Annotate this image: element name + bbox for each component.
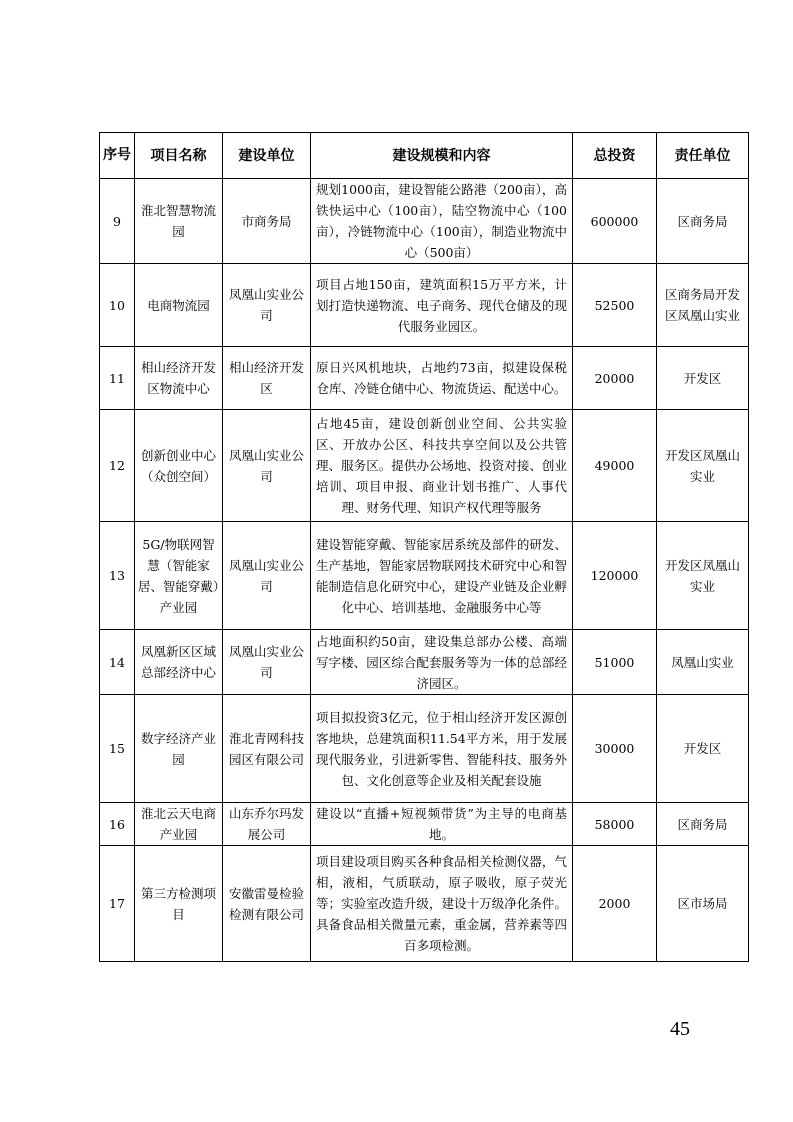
cell-serial-number: 15 bbox=[100, 695, 135, 803]
cell-construction-unit: 相山经济开发区 bbox=[223, 347, 311, 410]
table-row bbox=[100, 264, 749, 347]
cell-serial-number: 14 bbox=[100, 630, 135, 695]
header-serial-number: 序号 bbox=[100, 133, 135, 179]
table-header-row bbox=[100, 133, 749, 179]
cell-responsible-unit: 开发区 bbox=[657, 695, 749, 803]
cell-responsible-unit: 区商务局开发区凤凰山实业 bbox=[657, 264, 749, 347]
table-row bbox=[100, 522, 749, 630]
cell-construction-unit: 淮北青网科技园区有限公司 bbox=[223, 695, 311, 803]
cell-construction-unit: 市商务局 bbox=[223, 179, 311, 264]
cell-serial-number: 11 bbox=[100, 347, 135, 410]
header-total-investment: 总投资 bbox=[573, 133, 657, 179]
project-table bbox=[99, 132, 749, 962]
cell-responsible-unit: 开发区 bbox=[657, 347, 749, 410]
cell-project-name: 数字经济产业园 bbox=[135, 695, 223, 803]
cell-total-investment: 49000 bbox=[573, 410, 657, 522]
cell-project-name: 创新创业中心（众创空间） bbox=[135, 410, 223, 522]
cell-scale-content: 占地面积约50亩，建设集总部办公楼、高端写字楼、园区综合配套服务等为一体的总部经济园区。 bbox=[311, 630, 573, 695]
cell-total-investment: 2000 bbox=[573, 846, 657, 962]
cell-responsible-unit: 开发区凤凰山实业 bbox=[657, 410, 749, 522]
cell-serial-number: 17 bbox=[100, 846, 135, 962]
page-number: 45 bbox=[670, 1018, 690, 1040]
cell-serial-number: 10 bbox=[100, 264, 135, 347]
cell-total-investment: 58000 bbox=[573, 803, 657, 846]
header-construction-unit: 建设单位 bbox=[223, 133, 311, 179]
cell-scale-content: 项目建设项目购买各种食品相关检测仪器，气相，液相，气质联动，原子吸收，原子荧光等；实验室改造升级，建设十万级净化条件。具备食品相关微量元素，重金属，营养素等四百多项检测。 bbox=[311, 846, 573, 962]
cell-project-name: 淮北云天电商产业园 bbox=[135, 803, 223, 846]
cell-total-investment: 600000 bbox=[573, 179, 657, 264]
table-row bbox=[100, 347, 749, 410]
cell-responsible-unit: 凤凰山实业 bbox=[657, 630, 749, 695]
cell-scale-content: 建设智能穿戴、智能家居系统及部件的研发、生产基地，智能家居物联网技术研究中心和智能制造信息化研究中心，建设产业链及企业孵化中心、培训基地、金融服务中心等 bbox=[311, 522, 573, 630]
table-row bbox=[100, 803, 749, 846]
cell-serial-number: 9 bbox=[100, 179, 135, 264]
cell-total-investment: 52500 bbox=[573, 264, 657, 347]
cell-total-investment: 30000 bbox=[573, 695, 657, 803]
cell-construction-unit: 凤凰山实业公司 bbox=[223, 522, 311, 630]
cell-project-name: 凤凰新区区域总部经济中心 bbox=[135, 630, 223, 695]
cell-responsible-unit: 区商务局 bbox=[657, 179, 749, 264]
cell-scale-content: 规划1000亩，建设智能公路港（200亩），高铁快运中心（100亩），陆空物流中心（100亩），冷链物流中心（100亩），制造业物流中心（500亩） bbox=[311, 179, 573, 264]
cell-serial-number: 16 bbox=[100, 803, 135, 846]
header-responsible-unit: 责任单位 bbox=[657, 133, 749, 179]
cell-construction-unit: 凤凰山实业公司 bbox=[223, 410, 311, 522]
cell-project-name: 第三方检测项目 bbox=[135, 846, 223, 962]
cell-project-name: 淮北智慧物流园 bbox=[135, 179, 223, 264]
cell-responsible-unit: 开发区凤凰山实业 bbox=[657, 522, 749, 630]
header-scale-content: 建设规模和内容 bbox=[311, 133, 573, 179]
cell-scale-content: 建设以“直播+短视频带货”为主导的电商基地。 bbox=[311, 803, 573, 846]
cell-construction-unit: 凤凰山实业公司 bbox=[223, 630, 311, 695]
cell-total-investment: 20000 bbox=[573, 347, 657, 410]
table-row bbox=[100, 695, 749, 803]
cell-responsible-unit: 区市场局 bbox=[657, 846, 749, 962]
cell-construction-unit: 山东乔尔玛发展公司 bbox=[223, 803, 311, 846]
cell-serial-number: 12 bbox=[100, 410, 135, 522]
cell-project-name: 相山经济开发区物流中心 bbox=[135, 347, 223, 410]
cell-total-investment: 120000 bbox=[573, 522, 657, 630]
cell-project-name: 电商物流园 bbox=[135, 264, 223, 347]
cell-total-investment: 51000 bbox=[573, 630, 657, 695]
table-row bbox=[100, 630, 749, 695]
table-row bbox=[100, 410, 749, 522]
cell-scale-content: 占地45亩，建设创新创业空间、公共实验区、开放办公区、科技共享空间以及公共管理、服务区。提供办公场地、投资对接、创业培训、项目申报、商业计划书推广、人事代理、财务代理、知识产权代理等服务 bbox=[311, 410, 573, 522]
cell-construction-unit: 凤凰山实业公司 bbox=[223, 264, 311, 347]
cell-construction-unit: 安徽雷曼检验检测有限公司 bbox=[223, 846, 311, 962]
cell-serial-number: 13 bbox=[100, 522, 135, 630]
cell-scale-content: 项目拟投资3亿元，位于相山经济开发区源创客地块，总建筑面积11.54平方米，用于发展现代服务业，引进新零售、智能科技、服务外包、文化创意等企业及相关配套设施 bbox=[311, 695, 573, 803]
table-row bbox=[100, 846, 749, 962]
cell-responsible-unit: 区商务局 bbox=[657, 803, 749, 846]
cell-scale-content: 原日兴风机地块，占地约73亩，拟建设保税仓库、冷链仓储中心、物流货运、配送中心。 bbox=[311, 347, 573, 410]
header-project-name: 项目名称 bbox=[135, 133, 223, 179]
cell-project-name: 5G/物联网智慧（智能家居、智能穿戴）产业园 bbox=[135, 522, 223, 630]
cell-scale-content: 项目占地150亩，建筑面积15万平方米，计划打造快递物流、电子商务、现代仓储及的现代服务业园区。 bbox=[311, 264, 573, 347]
table-row bbox=[100, 179, 749, 264]
